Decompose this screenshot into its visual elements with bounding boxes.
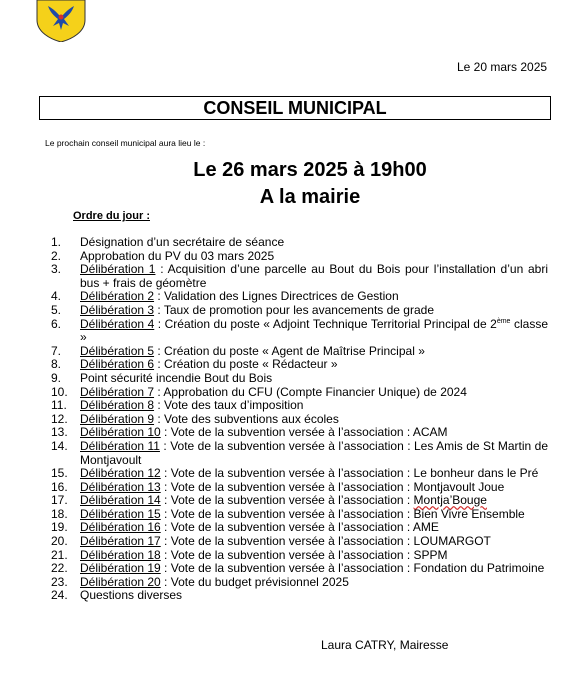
agenda-item-description: : Vote de la subvention versée à l’association : Fondation du Patrimoine	[160, 561, 545, 576]
agenda-item-text	[80, 399, 548, 413]
agenda-item-number: 11.	[51, 398, 67, 413]
deliberation-label: Délibération 10	[80, 425, 161, 440]
signature: Laura CATRY, Mairesse	[321, 638, 449, 652]
agenda-item-description: : Vote du budget prévisionnel 2025	[160, 574, 349, 589]
agenda-item-text	[80, 426, 548, 440]
agenda-item-description: : Taux de promotion pour les avancements de grade	[154, 302, 434, 317]
agenda-item-text	[80, 494, 548, 508]
agenda-item-text	[80, 440, 548, 467]
intro-text: Le prochain conseil municipal aura lieu le :	[45, 138, 206, 148]
agenda-item	[0, 345, 573, 359]
agenda-item	[0, 250, 573, 264]
deliberation-label: Délibération 18	[80, 547, 161, 562]
agenda-item-description: : Vote de la subvention versée à l’association : SPPM	[160, 547, 448, 562]
meeting-place: A la mairie	[259, 186, 361, 208]
agenda-item-text	[80, 345, 548, 359]
deliberation-label: Délibération 20	[80, 574, 161, 589]
agenda-item-description: Approbation du PV du 03 mars 2025	[80, 248, 275, 263]
agenda-item-number: 9.	[51, 370, 62, 385]
agenda-item-number: 22.	[51, 561, 68, 576]
agenda-item-description: : Création du poste « Rédacteur »	[154, 357, 338, 372]
agenda-item-text	[80, 481, 548, 495]
agenda-item-number: 12.	[51, 411, 68, 426]
document-date: Le 20 mars 2025	[457, 60, 548, 74]
agenda-item-text	[80, 236, 548, 250]
agenda-item-text	[80, 521, 548, 535]
agenda-item-description: : Acquisition d’une parcelle au Bout du Bois pour l’installation d’un abri bus + frais de géomètre	[80, 262, 548, 290]
agenda-item	[0, 413, 573, 427]
agenda-list	[0, 236, 573, 603]
agenda-item-description: : Vote des taux d’imposition	[154, 398, 304, 413]
agenda-item	[0, 562, 573, 576]
agenda-item-number: 4.	[51, 289, 62, 304]
agenda-item-text	[80, 290, 548, 304]
document-title: CONSEIL MUNICIPAL	[39, 96, 551, 120]
agenda-item-description: : Vote de la subvention versée à l’association : LOUMARGOT	[160, 534, 491, 549]
agenda-item-text	[80, 413, 548, 427]
agenda-item-number: 3.	[51, 262, 62, 277]
deliberation-label: Délibération 15	[80, 506, 161, 521]
agenda-item	[0, 304, 573, 318]
agenda-heading: Ordre du jour :	[73, 210, 150, 222]
agenda-item	[0, 440, 573, 467]
agenda-item-number: 8.	[51, 357, 62, 372]
agenda-item-description: Point sécurité incendie Bout du Bois	[80, 370, 273, 385]
agenda-item-description: Désignation d’un secrétaire de séance	[80, 235, 285, 249]
agenda-item-number: 17.	[51, 493, 68, 508]
agenda-item	[0, 549, 573, 563]
agenda-item-description: : Approbation du CFU (Compte Financier Unique) de 2024	[154, 384, 467, 399]
agenda-item-number: 7.	[51, 343, 62, 358]
agenda-item-number: 18.	[51, 506, 68, 521]
agenda-item-description: : Validation des Lignes Directrices de Gestion	[154, 289, 399, 304]
agenda-item-number: 19.	[51, 520, 68, 535]
agenda-item-description: Questions diverses	[80, 588, 183, 603]
agenda-item-text	[80, 318, 548, 345]
deliberation-label: Délibération 3	[80, 302, 155, 317]
agenda-item-number: 13.	[51, 425, 68, 440]
agenda-item-description: : Vote de la subvention versée à l’association :	[160, 493, 414, 508]
deliberation-label: Délibération 13	[80, 479, 161, 494]
agenda-item	[0, 426, 573, 440]
agenda-item	[0, 290, 573, 304]
superscript: ème	[496, 317, 511, 325]
agenda-item-text	[80, 304, 548, 318]
agenda-item	[0, 508, 573, 522]
agenda-item-number: 24.	[51, 588, 68, 603]
agenda-item	[0, 576, 573, 590]
deliberation-label: Délibération 1	[80, 262, 156, 277]
agenda-item	[0, 481, 573, 495]
agenda-item-description-end: classe »	[80, 316, 548, 345]
agenda-item-description: : Vote de la subvention versée à l’association : Les Amis de St Martin de Montjavoult	[80, 438, 548, 467]
deliberation-label: Délibération 2	[80, 289, 155, 304]
agenda-item-text	[80, 589, 548, 603]
agenda-item-text	[80, 467, 548, 481]
agenda-item-number: 15.	[51, 466, 68, 481]
agenda-item-number: 1.	[51, 235, 62, 249]
association-name: Montja’Bouge	[413, 493, 487, 508]
deliberation-label: Délibération 5	[80, 343, 155, 358]
agenda-item-text	[80, 549, 548, 563]
deliberation-label: Délibération 19	[80, 561, 161, 576]
agenda-item-text	[80, 263, 548, 290]
deliberation-label: Délibération 4	[80, 316, 155, 331]
deliberation-label: Délibération 8	[80, 398, 155, 413]
agenda-item-number: 6.	[51, 316, 62, 331]
agenda-item-number: 10.	[51, 384, 68, 399]
agenda-item	[0, 521, 573, 535]
agenda-item-description: : Vote des subventions aux écoles	[154, 411, 339, 426]
deliberation-label: Délibération 14	[80, 493, 161, 508]
agenda-item-description: : Création du poste « Agent de Maîtrise Principal »	[154, 343, 425, 358]
agenda-item	[0, 399, 573, 413]
agenda-item	[0, 318, 573, 345]
agenda-item-text	[80, 508, 548, 522]
agenda-item-number: 16.	[51, 479, 68, 494]
agenda-item-description: : Création du poste « Adjoint Technique Territorial Principal de 2	[154, 316, 497, 331]
agenda-item	[0, 263, 573, 290]
agenda-item	[0, 494, 573, 508]
agenda-item-text	[80, 576, 548, 590]
agenda-item	[0, 358, 573, 372]
agenda-item	[0, 386, 573, 400]
deliberation-label: Délibération 17	[80, 534, 161, 549]
agenda-item-number: 14.	[51, 438, 68, 453]
agenda-item-description: : Vote de la subvention versée à l’association : ACAM	[160, 425, 448, 440]
agenda-item-number: 23.	[51, 574, 68, 589]
agenda-item-number: 20.	[51, 534, 68, 549]
agenda-item-text	[80, 386, 548, 400]
agenda-item-number: 2.	[51, 248, 62, 263]
deliberation-label: Délibération 16	[80, 520, 161, 535]
agenda-item-text	[80, 358, 548, 372]
agenda-item-description: : Vote de la subvention versée à l’association : AME	[160, 520, 439, 535]
agenda-item-number: 21.	[51, 547, 68, 562]
agenda-item-number: 5.	[51, 302, 62, 317]
agenda-item	[0, 535, 573, 549]
agenda-item-text	[80, 562, 548, 576]
deliberation-label: Délibération 6	[80, 357, 155, 372]
deliberation-label: Délibération 12	[80, 466, 161, 481]
agenda-item-description: : Vote de la subvention versée à l’association : Montjavoult Joue	[160, 479, 505, 494]
agenda-item-text	[80, 250, 548, 264]
agenda-item	[0, 467, 573, 481]
agenda-item-text	[80, 535, 548, 549]
crest-logo	[36, 0, 86, 42]
deliberation-label: Délibération 7	[80, 384, 155, 399]
deliberation-label: Délibération 11	[80, 438, 160, 453]
meeting-date: Le 26 mars 2025 à 19h00	[193, 159, 427, 181]
agenda-item	[0, 236, 573, 250]
agenda-item-description: : Vote de la subvention versée à l’association : Le bonheur dans le Pré	[160, 466, 539, 481]
agenda-item-description: : Vote de la subvention versée à l’association : Bien Vivre Ensemble	[160, 506, 525, 521]
agenda-item-text	[80, 372, 548, 386]
agenda-item	[0, 372, 573, 386]
deliberation-label: Délibération 9	[80, 411, 155, 426]
agenda-item	[0, 589, 573, 603]
